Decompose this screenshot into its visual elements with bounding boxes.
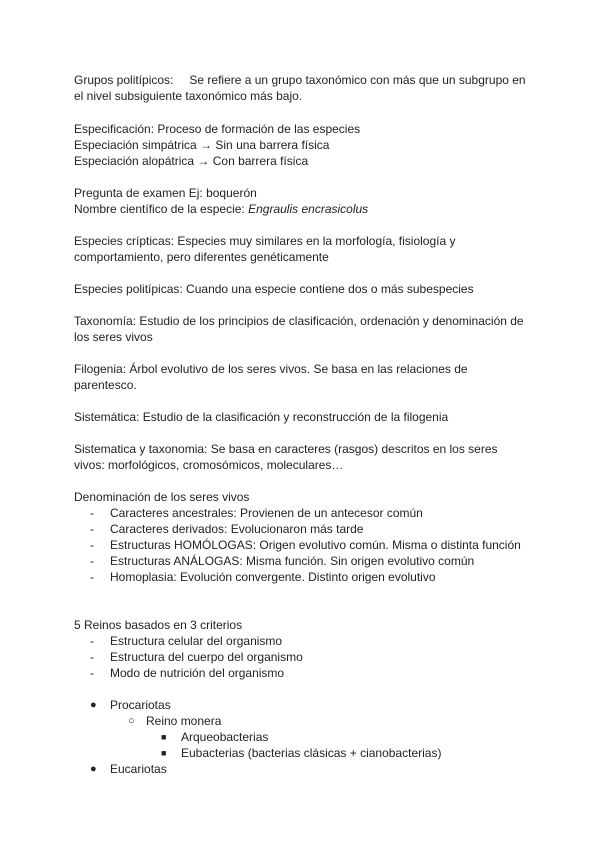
dash-marker: - bbox=[90, 506, 94, 520]
text-line: parentesco. bbox=[74, 378, 137, 392]
text-line: comportamiento, pero diferentes genéticamente bbox=[74, 250, 329, 264]
text-line: Sistemática: Estudio de la clasificación y reconstrucción de la filogenia bbox=[74, 410, 449, 424]
text-line: el nivel subsiguiente taxonómico más bajo. bbox=[74, 89, 303, 103]
definition-text: Se refiere a un grupo taxonómico con más que un subgrupo en bbox=[189, 73, 526, 87]
list-item: Caracteres ancestrales: Provienen de un antecesor común bbox=[110, 506, 423, 520]
text-line: los seres vivos bbox=[74, 330, 153, 344]
text-line: Filogenia: Árbol evolutivo de los seres vivos. Se basa en las relaciones de bbox=[74, 362, 468, 376]
paragraph-grupos-politipicos bbox=[74, 72, 526, 88]
list-item: Procariotas bbox=[110, 698, 171, 712]
list-item: Eubacterias (bacterias clásicas + cianobacterias) bbox=[181, 746, 442, 760]
text-line: Especificación: Proceso de formación de las especies bbox=[74, 122, 361, 136]
list-item: Estructura celular del organismo bbox=[110, 634, 283, 648]
dash-marker: - bbox=[90, 554, 94, 568]
bullet-icon: ● bbox=[90, 763, 97, 775]
dash-marker: - bbox=[90, 522, 94, 536]
text-line: Taxonomía: Estudio de los principios de clasificación, ordenación y denominación de bbox=[74, 314, 524, 328]
list-item: Homoplasia: Evolución convergente. Distinto origen evolutivo bbox=[110, 570, 436, 584]
dash-marker: - bbox=[90, 634, 94, 648]
list-item: Modo de nutrición del organismo bbox=[110, 666, 285, 680]
text-line: Pregunta de examen Ej: boquerón bbox=[74, 186, 257, 200]
list-item: Estructura del cuerpo del organismo bbox=[110, 650, 303, 664]
list-item: Estructuras HOMÓLOGAS: Origen evolutivo común. Misma o distinta función bbox=[110, 538, 521, 552]
dash-marker: - bbox=[90, 570, 94, 584]
bullet-icon: ● bbox=[90, 699, 97, 711]
square-bullet-icon: ■ bbox=[161, 732, 167, 742]
dash-marker: - bbox=[90, 650, 94, 664]
list-item: Arqueobacterias bbox=[181, 730, 269, 744]
dash-marker: - bbox=[90, 666, 94, 680]
list-item: Caracteres derivados: Evolucionaron más tarde bbox=[110, 522, 364, 536]
list-item: Estructuras ANÁLOGAS: Misma función. Sin origen evolutivo común bbox=[110, 554, 475, 568]
term-label: Grupos politípicos: bbox=[74, 73, 174, 87]
square-bullet-icon: ■ bbox=[161, 748, 167, 758]
scientific-name-line bbox=[74, 201, 368, 217]
circle-bullet-icon: ○ bbox=[128, 715, 135, 727]
text-line: Especies crípticas: Especies muy similares en la morfología, fisiología y bbox=[74, 234, 456, 248]
text-line: Especiación alopátrica → Con barrera física bbox=[74, 154, 309, 168]
dash-marker: - bbox=[90, 538, 94, 552]
list-item: Reino monera bbox=[146, 714, 222, 728]
list-item: Eucariotas bbox=[110, 762, 167, 776]
text-line: Sistematica y taxonomia: Se basa en caracteres (rasgos) descritos en los seres bbox=[74, 442, 498, 456]
text-prefix: Nombre científico de la especie: bbox=[74, 202, 245, 216]
text-line: Especiación simpátrica → Sin una barrera física bbox=[74, 138, 330, 152]
text-line: Especies politípicas: Cuando una especie contiene dos o más subespecies bbox=[74, 282, 474, 296]
section-heading: 5 Reinos basados en 3 criterios bbox=[74, 618, 243, 632]
section-heading: Denominación de los seres vivos bbox=[74, 490, 250, 504]
scientific-name: Engraulis encrasicolus bbox=[248, 202, 369, 216]
text-line: vivos: morfológicos, cromosómicos, moleculares… bbox=[74, 458, 344, 472]
